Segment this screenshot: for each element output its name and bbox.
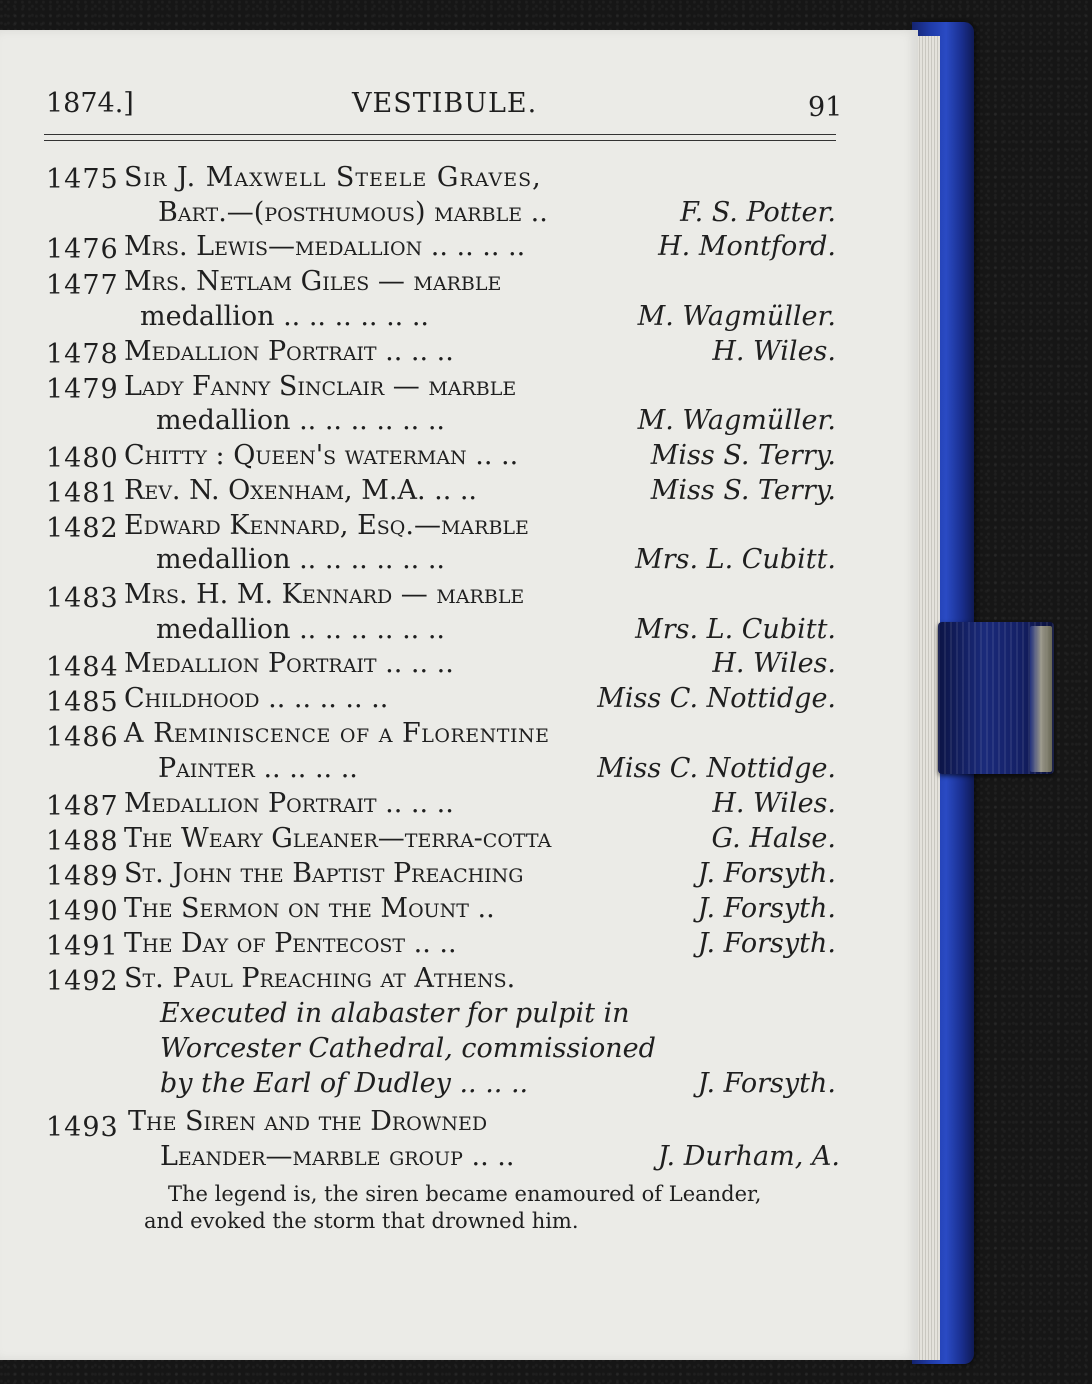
entry-title: Lady Fanny Sinclair — marble: [124, 371, 517, 402]
artist-name: H. Montford.: [658, 231, 836, 262]
running-header-title: VESTIBULE.: [352, 88, 538, 119]
entry-title-cont: medallion .. .. .. .. .. ..: [156, 544, 445, 575]
entry-title-cont: Leander—marble group .. ..: [160, 1141, 515, 1172]
entry-title: Childhood .. .. .. .. ..: [124, 683, 389, 714]
page-number: 91: [808, 92, 843, 123]
entry-title: Medallion Portrait .. .. ..: [124, 648, 454, 679]
catalogue-number: 1489: [46, 861, 119, 892]
artist-name: Miss S. Terry.: [650, 440, 836, 471]
catalogue-number: 1476: [46, 234, 119, 265]
catalogue-number: 1488: [46, 826, 119, 857]
catalogue-number: 1486: [46, 722, 119, 753]
artist-name: J. Forsyth.: [697, 1068, 836, 1099]
artist-name: H. Wiles.: [712, 648, 836, 679]
header-rule-bottom: [44, 140, 836, 141]
entry-title: Sir J. Maxwell Steele Graves,: [124, 162, 542, 193]
artist-name: Miss C. Nottidge.: [597, 683, 836, 714]
entry-title: St. Paul Preaching at Athens.: [124, 963, 516, 994]
entry-title: The Day of Pentecost .. ..: [124, 928, 457, 959]
artist-name: H. Wiles.: [712, 788, 836, 819]
catalogue-number: 1483: [46, 583, 119, 614]
catalogue-number: 1482: [46, 513, 119, 544]
artist-name: J. Durham, A.: [657, 1141, 840, 1172]
entry-description: Worcester Cathedral, commissioned: [160, 1033, 656, 1064]
entry-title: Medallion Portrait .. .. ..: [124, 336, 454, 367]
artist-name: M. Wagmüller.: [637, 301, 836, 332]
entry-title: St. John the Baptist Preaching: [124, 858, 524, 889]
footnote-line: and evoked the storm that drowned him.: [144, 1209, 579, 1233]
catalogue-number: 1484: [46, 652, 119, 683]
footnote-line: The legend is, the siren became enamoured of Leander,: [168, 1182, 762, 1206]
catalogue-number: 1490: [46, 896, 119, 927]
entry-title: Medallion Portrait .. .. ..: [124, 788, 454, 819]
catalogue-number: 1477: [46, 270, 119, 301]
entry-title-cont: medallion .. .. .. .. .. ..: [156, 614, 445, 645]
entry-title: The Weary Gleaner—terra-cotta: [124, 823, 552, 854]
entry-title: Edward Kennard, Esq.—marble: [124, 510, 529, 541]
artist-name: J. Forsyth.: [697, 893, 836, 924]
artist-name: Miss C. Nottidge.: [597, 753, 836, 784]
entry-title-cont: medallion .. .. .. .. .. ..: [156, 405, 445, 436]
running-header-year: 1874.]: [46, 88, 134, 119]
catalogue-number: 1492: [46, 966, 119, 997]
entry-title-cont: Bart.—(posthumous) marble ..: [158, 197, 548, 228]
entry-title: Mrs. Netlam Giles — marble: [124, 266, 502, 297]
catalogue-number: 1481: [46, 478, 119, 509]
entry-description: Executed in alabaster for pulpit in: [160, 998, 630, 1029]
catalogue-number: 1478: [46, 339, 119, 370]
catalogue-number: 1491: [46, 931, 119, 962]
artist-name: Mrs. L. Cubitt.: [635, 614, 836, 645]
catalogue-number: 1480: [46, 443, 119, 474]
catalogue-number: 1479: [46, 374, 119, 405]
artist-name: J. Forsyth.: [697, 928, 836, 959]
catalogue-number: 1475: [46, 164, 119, 195]
artist-name: Miss S. Terry.: [650, 475, 836, 506]
artist-name: M. Wagmüller.: [637, 405, 836, 436]
entry-title-cont: Painter .. .. .. ..: [158, 753, 358, 784]
book-clasp-edge: [1030, 626, 1052, 772]
artist-name: Mrs. L. Cubitt.: [635, 544, 836, 575]
entry-title: Rev. N. Oxenham, M.A. .. ..: [124, 475, 478, 506]
entry-title: Mrs. Lewis—medallion .. .. .. ..: [124, 231, 526, 262]
entry-title: The Sermon on the Mount ..: [124, 893, 495, 924]
catalogue-number: 1485: [46, 687, 119, 718]
entry-title: The Siren and the Drowned: [128, 1106, 488, 1137]
artist-name: H. Wiles.: [712, 336, 836, 367]
entry-title-cont: medallion .. .. .. .. .. ..: [140, 301, 429, 332]
artist-name: G. Halse.: [711, 823, 836, 854]
entry-title: A Reminiscence of a Florentine: [124, 718, 550, 749]
header-rule-top: [44, 134, 836, 135]
artist-name: J. Forsyth.: [697, 858, 836, 889]
catalogue-number: 1493: [46, 1112, 119, 1143]
entry-description: by the Earl of Dudley .. .. ..: [160, 1068, 529, 1099]
entry-title: Mrs. H. M. Kennard — marble: [124, 579, 525, 610]
entry-title: Chitty : Queen's waterman .. ..: [124, 440, 519, 471]
artist-name: F. S. Potter.: [680, 197, 836, 228]
catalogue-number: 1487: [46, 791, 119, 822]
